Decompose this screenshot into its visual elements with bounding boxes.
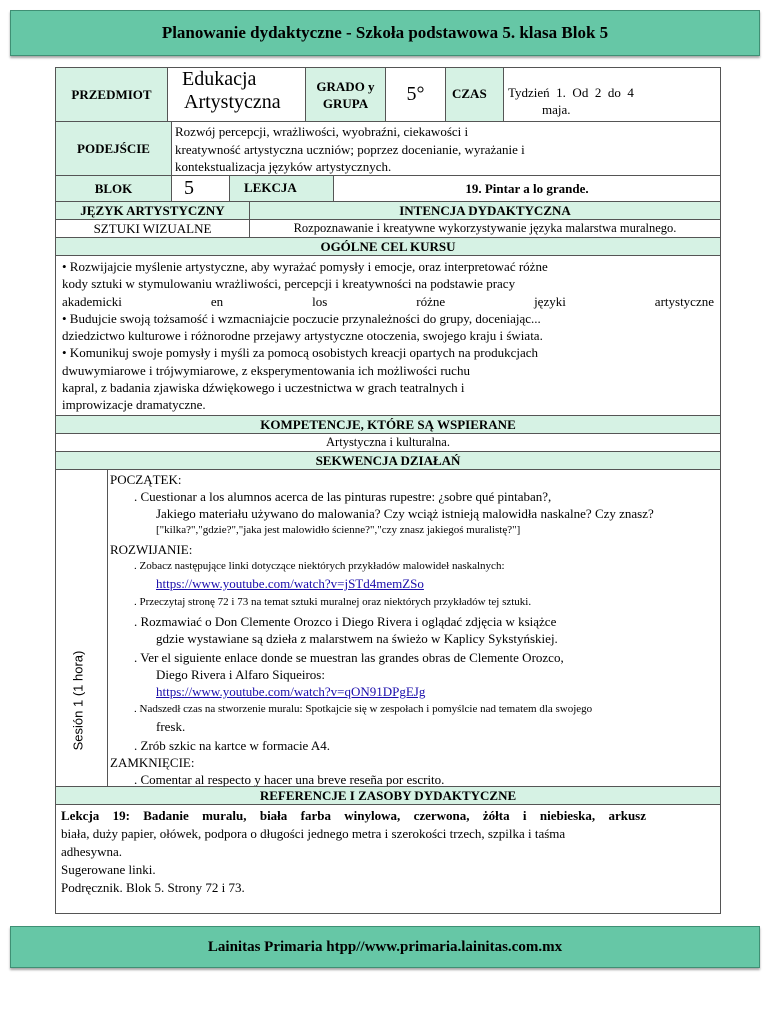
goal-line: dwuwymiarowe i trójwymiarowe, z eksperymentowania ich możliwości ruchu [62, 362, 470, 378]
lesson-plan-table [55, 67, 721, 914]
page-title-banner [10, 10, 760, 56]
goal-line: akademicki en los różne języki artystyczne [62, 293, 714, 309]
youtube-link-1[interactable]: https://www.youtube.com/watch?v=jSTd4memZSo [156, 576, 424, 591]
development-item: . Zobacz następujące linki dotyczące niektórych przykładów malowideł naskalnych: [134, 560, 505, 572]
time-value [504, 68, 720, 121]
references-line: adhesywna. [61, 844, 123, 859]
references-line: Podręcznik. Blok 5. Strony 72 i 73. [61, 880, 245, 895]
development-label: ROZWIJANIE: [110, 542, 193, 557]
time-line-1: Tydzień 1. Od 2 do 4 [508, 85, 634, 100]
development-item: . Rozmawiać o Don Clemente Orozco i Diego Rivera i oglądać zdjęcia w książce [134, 614, 557, 629]
sequence-row [56, 470, 720, 787]
grade-label-line-1: GRADO y [316, 78, 375, 94]
goal-line: • Rozwijajcie myślenie artystyczne, aby wyrażać pomysły i emocje, oraz interpretować różne [62, 259, 548, 274]
general-goal-text [56, 256, 720, 416]
session-label-wrap [66, 640, 90, 760]
intention-value: Rozpoznawanie i kreatywne wykorzystywanie języka malarstwa muralnego. [293, 221, 677, 235]
sequence-header: SEKWENCJA DZIAŁAŃ [56, 452, 720, 470]
references-text [56, 805, 720, 913]
block-value: 5 [172, 176, 230, 201]
competencies-value: Artystyczna i kulturalna. [56, 434, 720, 452]
info-row-approach [56, 122, 720, 176]
approach-label: PODEJŚCIE [56, 122, 172, 175]
goal-line: • Budujcie swoją tożsamość i wzmacniajcie poczucie przynależności do grupy, doceniając... [62, 310, 541, 326]
start-item: Jakiego materiału używano do malowania? Czy wciąż istnieją malowidła naskalne? Czy znasz? [156, 506, 654, 521]
development-item: Diego Rivera i Alfaro Siqueiros: [156, 667, 325, 682]
lesson-value: 19. Pintar a lo grande. [465, 180, 589, 196]
development-item: . Ver el siguiente enlace donde se muestran las grandes obras de Clemente Orozco, [134, 650, 564, 665]
development-link-1[interactable] [108, 575, 720, 592]
development-item: gdzie wystawiane są dzieła z malarstwem na świeżo w Kaplicy Sykstyńskiej. [156, 631, 558, 646]
sequence-content [108, 470, 720, 786]
session-label: Sesión 1 (1 hora) [70, 650, 86, 750]
footer-text: Lainitas Primaria htpp//www.primaria.lainitas.com.mx [207, 938, 563, 955]
start-item: . Cuestionar a los alumnos acerca de las pinturas rupestre: ¿sobre qué pintaban?, [134, 489, 552, 504]
approach-line: kontekstualizacja języków artystycznych. [175, 159, 392, 174]
subject-line-1: Edukacja [182, 68, 257, 90]
goal-line: • Komunikuj swoje pomysły i myśli za pomocą osobistych kreacji opartych na produkcjach [62, 345, 539, 361]
intention-header: INTENCJA DYDAKTYCZNA [250, 202, 720, 219]
subject-value [168, 68, 306, 121]
subject-label: PRZEDMIOT [56, 68, 168, 121]
grade-label-line-2: GRUPA [322, 95, 369, 111]
youtube-link-2[interactable]: https://www.youtube.com/watch?v=qON91DPgEJg [156, 684, 426, 699]
approach-line: Rozwój percepcji, wrażliwości, wyobraźni, ciekawości i [175, 124, 469, 139]
page-title: Planowanie dydaktyczne - Szkoła podstawowa 5. klasa Blok 5 [161, 23, 609, 42]
general-goal-header: OGÓLNE CEL KURSU [56, 238, 720, 256]
session-cell [56, 470, 108, 786]
references-bold-line: Lekcja 19: Badanie muralu, biała farba winylowa, czerwona, żółta i niebieska, arkusz [61, 808, 646, 823]
footer-banner [10, 926, 760, 968]
development-link-2[interactable] [108, 683, 720, 700]
goal-line: dziedzictwo kulturowe i różnorodne przejawy artystyczne otoczenia, swojego kraju i świata. [62, 328, 543, 344]
start-label: POCZĄTEK: [110, 472, 182, 487]
language-header: JĘZYK ARTYSTYCZNY [56, 202, 250, 219]
start-item: ["kilka?","gdzie?","jaka jest malowidło ścienne?","czy znasz jakiegoś muralistę?"] [156, 524, 521, 536]
goal-line: improwizacje dramatyczne. [62, 397, 206, 413]
language-value: SZTUKI WIZUALNE [56, 220, 250, 237]
development-item: . Nadszedł czas na stworzenie muralu: Spotkajcie się w zespołach i pomyślcie nad tematem dla swojego [134, 703, 593, 715]
development-item: fresk. [156, 719, 186, 734]
competencies-header: KOMPETENCJE, KTÓRE SĄ WSPIERANE [56, 416, 720, 434]
time-label: CZAS [446, 68, 504, 121]
references-line: Sugerowane linki. [61, 862, 156, 877]
development-item: . Zrób szkic na kartce w formacie A4. [134, 738, 331, 753]
lesson-label: LEKCJA [230, 176, 334, 201]
time-line-2: maja. [542, 102, 571, 117]
closing-label: ZAMKNIĘCIE: [110, 755, 195, 770]
language-intention-value-row [56, 220, 720, 238]
development-item: . Przeczytaj stronę 72 i 73 na temat sztuki muralnej oraz niektórych przykładów tej sztuki. [134, 596, 532, 608]
info-row-block [56, 176, 720, 202]
approach-line: kreatywność artystyczna uczniów; poprzez docenianie, wyrażanie i [175, 141, 525, 157]
goal-line: kapral, z badania zjawiska dźwiękowego i uczestnictwa w grach teatralnych i [62, 380, 465, 396]
language-intention-header-row [56, 202, 720, 220]
grade-value: 5° [386, 68, 446, 121]
subject-line-2: Artystyczna [184, 91, 281, 113]
info-row-subject [56, 68, 720, 122]
references-line: biała, duży papier, ołówek, podpora o długości jednego metra i szerokości trzech, szpilka i taśma [61, 826, 566, 841]
goal-line: kody sztuki w stymulowaniu wrażliwości, percepcji i kreatywności na podstawie pracy [62, 276, 516, 292]
grade-label [306, 68, 386, 121]
references-header: REFERENCJE I ZASOBY DYDAKTYCZNE [56, 787, 720, 805]
closing-item: . Comentar al respecto y hacer una breve reseña por escrito. [134, 772, 445, 786]
block-label: BLOK [56, 176, 172, 201]
approach-value [172, 122, 720, 175]
